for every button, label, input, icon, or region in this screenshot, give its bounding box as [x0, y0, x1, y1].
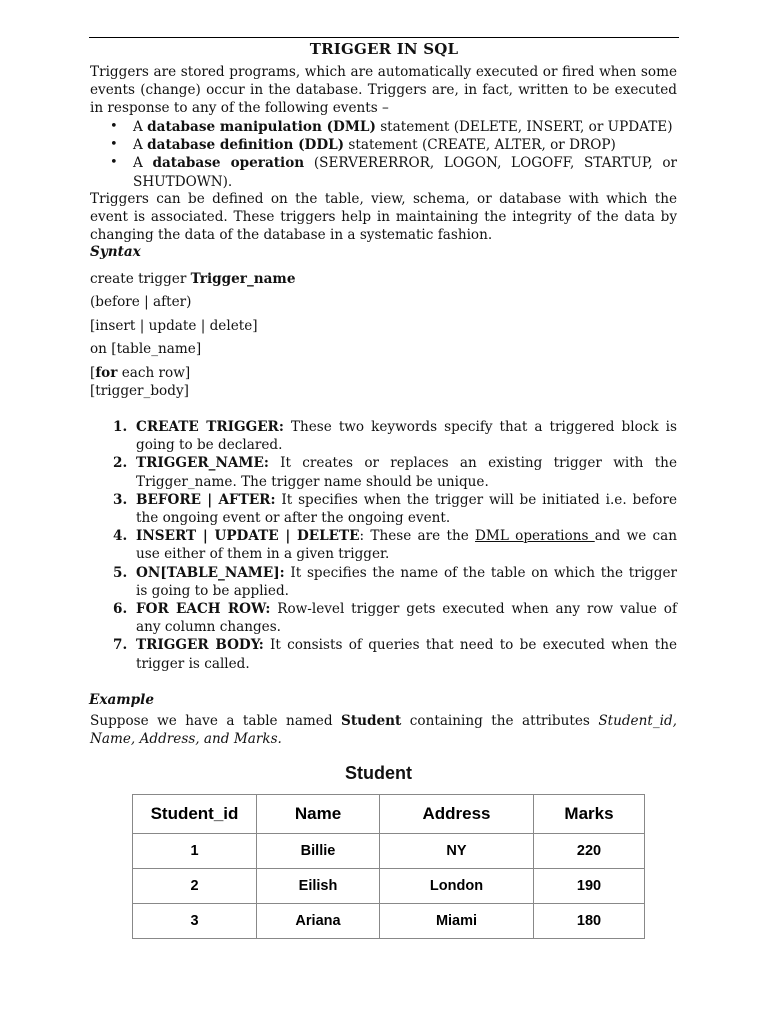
bullet-item-dml: • A database manipulation (DML) statement (DELETE, INSERT, or UPDATE): [89, 118, 677, 136]
example-heading: Example: [89, 692, 154, 708]
student-table: [132, 794, 645, 939]
triggers-paragraph: Triggers can be defined on the table, view, schema, or database with which the event is associated. These triggers help in maintaining the integrity of the data by changing the data of the database in a systematic fashion.: [90, 191, 677, 244]
syntax-heading: Syntax: [90, 244, 141, 260]
table-cell: NY: [380, 834, 534, 869]
table-cell: 190: [534, 869, 645, 904]
table-row: [133, 904, 645, 939]
table-cell: Eilish: [257, 869, 380, 904]
table-cell: Miami: [380, 904, 534, 939]
column-header: Name: [257, 795, 380, 834]
list-item: 2. TRIGGER_NAME: It creates or replaces an existing trigger with the Trigger_name. The trigger name should be unique.: [113, 455, 677, 490]
column-header: Address: [380, 795, 534, 834]
table-cell: 3: [133, 904, 257, 939]
bullet-item-ddl: • A database definition (DDL) statement (CREATE, ALTER, or DROP): [89, 136, 677, 154]
table-cell: 180: [534, 904, 645, 939]
table-cell: 2: [133, 869, 257, 904]
syntax-line-3: [insert | update | delete]: [90, 318, 258, 334]
syntax-explanation-list: [89, 418, 677, 673]
table-row: [133, 869, 645, 904]
table-row: [133, 834, 645, 869]
event-bullet-list: [89, 118, 677, 191]
page-title: TRIGGER IN SQL: [309, 40, 459, 58]
list-item: 5. ON[TABLE_NAME]: It specifies the name of the table on which the trigger is going to be applied.: [113, 564, 677, 599]
list-item: 3. BEFORE | AFTER: It specifies when the trigger will be initiated i.e. before the ongoing event or after the ongoing event.: [113, 491, 678, 527]
table-cell: 1: [133, 834, 257, 869]
table-cell: 220: [534, 834, 645, 869]
column-header: Student_id: [133, 795, 257, 834]
example-paragraph: Suppose we have a table named Student containing the attributes Student_id, Name, Address, and Marks.: [90, 713, 677, 748]
top-rule: [89, 37, 679, 38]
table-cell: Ariana: [257, 904, 380, 939]
bullet-item-operation: • A database operation (SERVERERROR, LOGON, LOGOFF, STARTUP, or SHUTDOWN).: [89, 154, 677, 190]
syntax-line-1: create trigger Trigger_name: [90, 271, 296, 287]
syntax-line-4: on [table_name]: [90, 341, 202, 357]
list-item: 7. TRIGGER BODY: It consists of queries that need to be executed when the trigger is called.: [113, 637, 677, 672]
syntax-line-2: (before | after): [90, 294, 192, 310]
list-item: 4. INSERT | UPDATE | DELETE: These are the DML operations and we can use either of them in a given trigger.: [113, 528, 678, 563]
table-cell: Billie: [257, 834, 380, 869]
table-title: Student: [345, 763, 412, 783]
dml-operations-link[interactable]: DML operations: [475, 528, 595, 545]
syntax-line-6: [trigger_body]: [90, 383, 189, 399]
list-item: 6. FOR EACH ROW: Row-level trigger gets executed when any row value of any column changes.: [113, 601, 677, 636]
syntax-line-5: [for each row]: [90, 365, 191, 381]
table-header-row: [133, 795, 645, 834]
table-cell: London: [380, 869, 534, 904]
column-header: Marks: [534, 795, 645, 834]
list-item: 1. CREATE TRIGGER: These two keywords specify that a triggered block is going to be declared.: [113, 419, 677, 454]
intro-paragraph: Triggers are stored programs, which are automatically executed or fired when some events (change) occur in the database. Triggers are, in fact, written to be executed in response to any of the following events –: [90, 64, 677, 117]
